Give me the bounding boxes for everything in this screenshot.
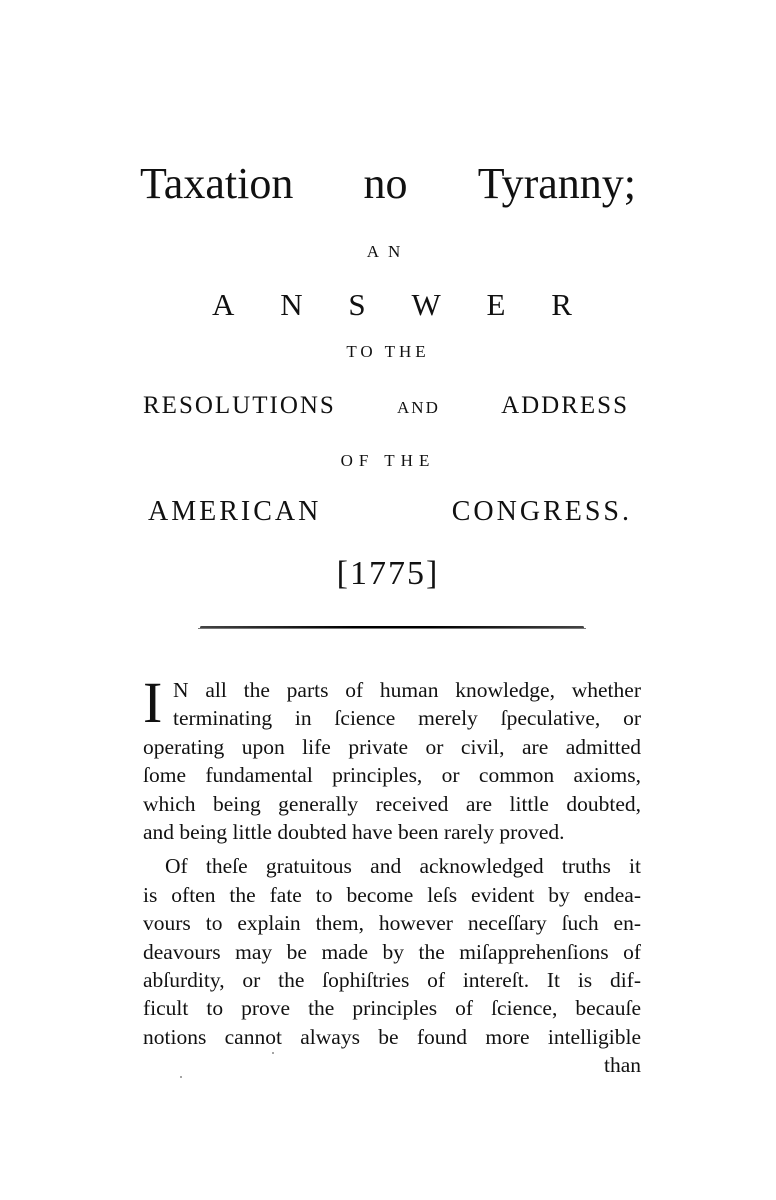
subtitle-to-the: TO THE [346,342,430,361]
title-word: Tyranny; [477,159,636,208]
american-word: AMERICAN [148,496,322,527]
text-line: deavours may be made by the miſapprehenſions of [143,939,641,964]
title-word: Taxation [140,159,294,208]
text-line: vours to explain them, however neceſſary ſuch en- [143,911,641,936]
text-line: ficult to prove the principles of ſcience, becauſe [143,996,641,1021]
publication-year: [1775] [336,555,440,592]
text-line: is often the fate to become leſs evident by endea- [143,882,641,907]
ornamental-rule-shadow [198,628,586,629]
text-line: and being little doubted have been rarely proved. [143,819,565,844]
text-line: which being generally received are little doubted, [143,791,641,816]
subtitle-congress [148,496,632,528]
answer-letter: R [551,287,572,322]
drop-cap: I [143,670,163,735]
congress-word: CONGRESS. [451,496,632,527]
and-word: AND [397,398,440,417]
answer-letter: N [280,287,303,322]
title [140,158,636,209]
paper-speck [180,1076,182,1078]
paragraph-1 [143,670,641,846]
title-word: no [363,159,408,208]
text-line: Of theſe gratuitous and acknowledged truths it [165,854,641,879]
catchword: than [603,1053,641,1078]
address-word: ADDRESS [501,392,629,419]
text-line: ſome fundamental principles, or common axioms, [143,763,641,788]
text-line: operating upon life private or civil, are admitted [143,734,641,759]
text-line: notions cannot always be found more intelligible [143,1024,641,1049]
text-line: terminating in ſcience merely ſpeculative, or [173,706,641,731]
answer-letter: S [348,287,366,322]
subtitle-of-the: OF THE [340,451,436,470]
text-line: abſurdity, or the ſophiſtries of intereſt. It is dif- [143,967,641,992]
paper-speck [272,1052,274,1054]
body-text [143,670,641,1079]
answer-letter: W [411,287,441,322]
resolutions-word: RESOLUTIONS [143,392,336,419]
answer-letter: A [212,287,235,322]
text-line: N all the parts of human knowledge, whether [173,678,641,702]
subtitle-an: AN [366,242,410,261]
answer-letter: E [486,287,506,322]
subtitle-resolutions [143,392,629,420]
paragraph-2 [143,852,641,1051]
subtitle-answer [212,287,572,323]
